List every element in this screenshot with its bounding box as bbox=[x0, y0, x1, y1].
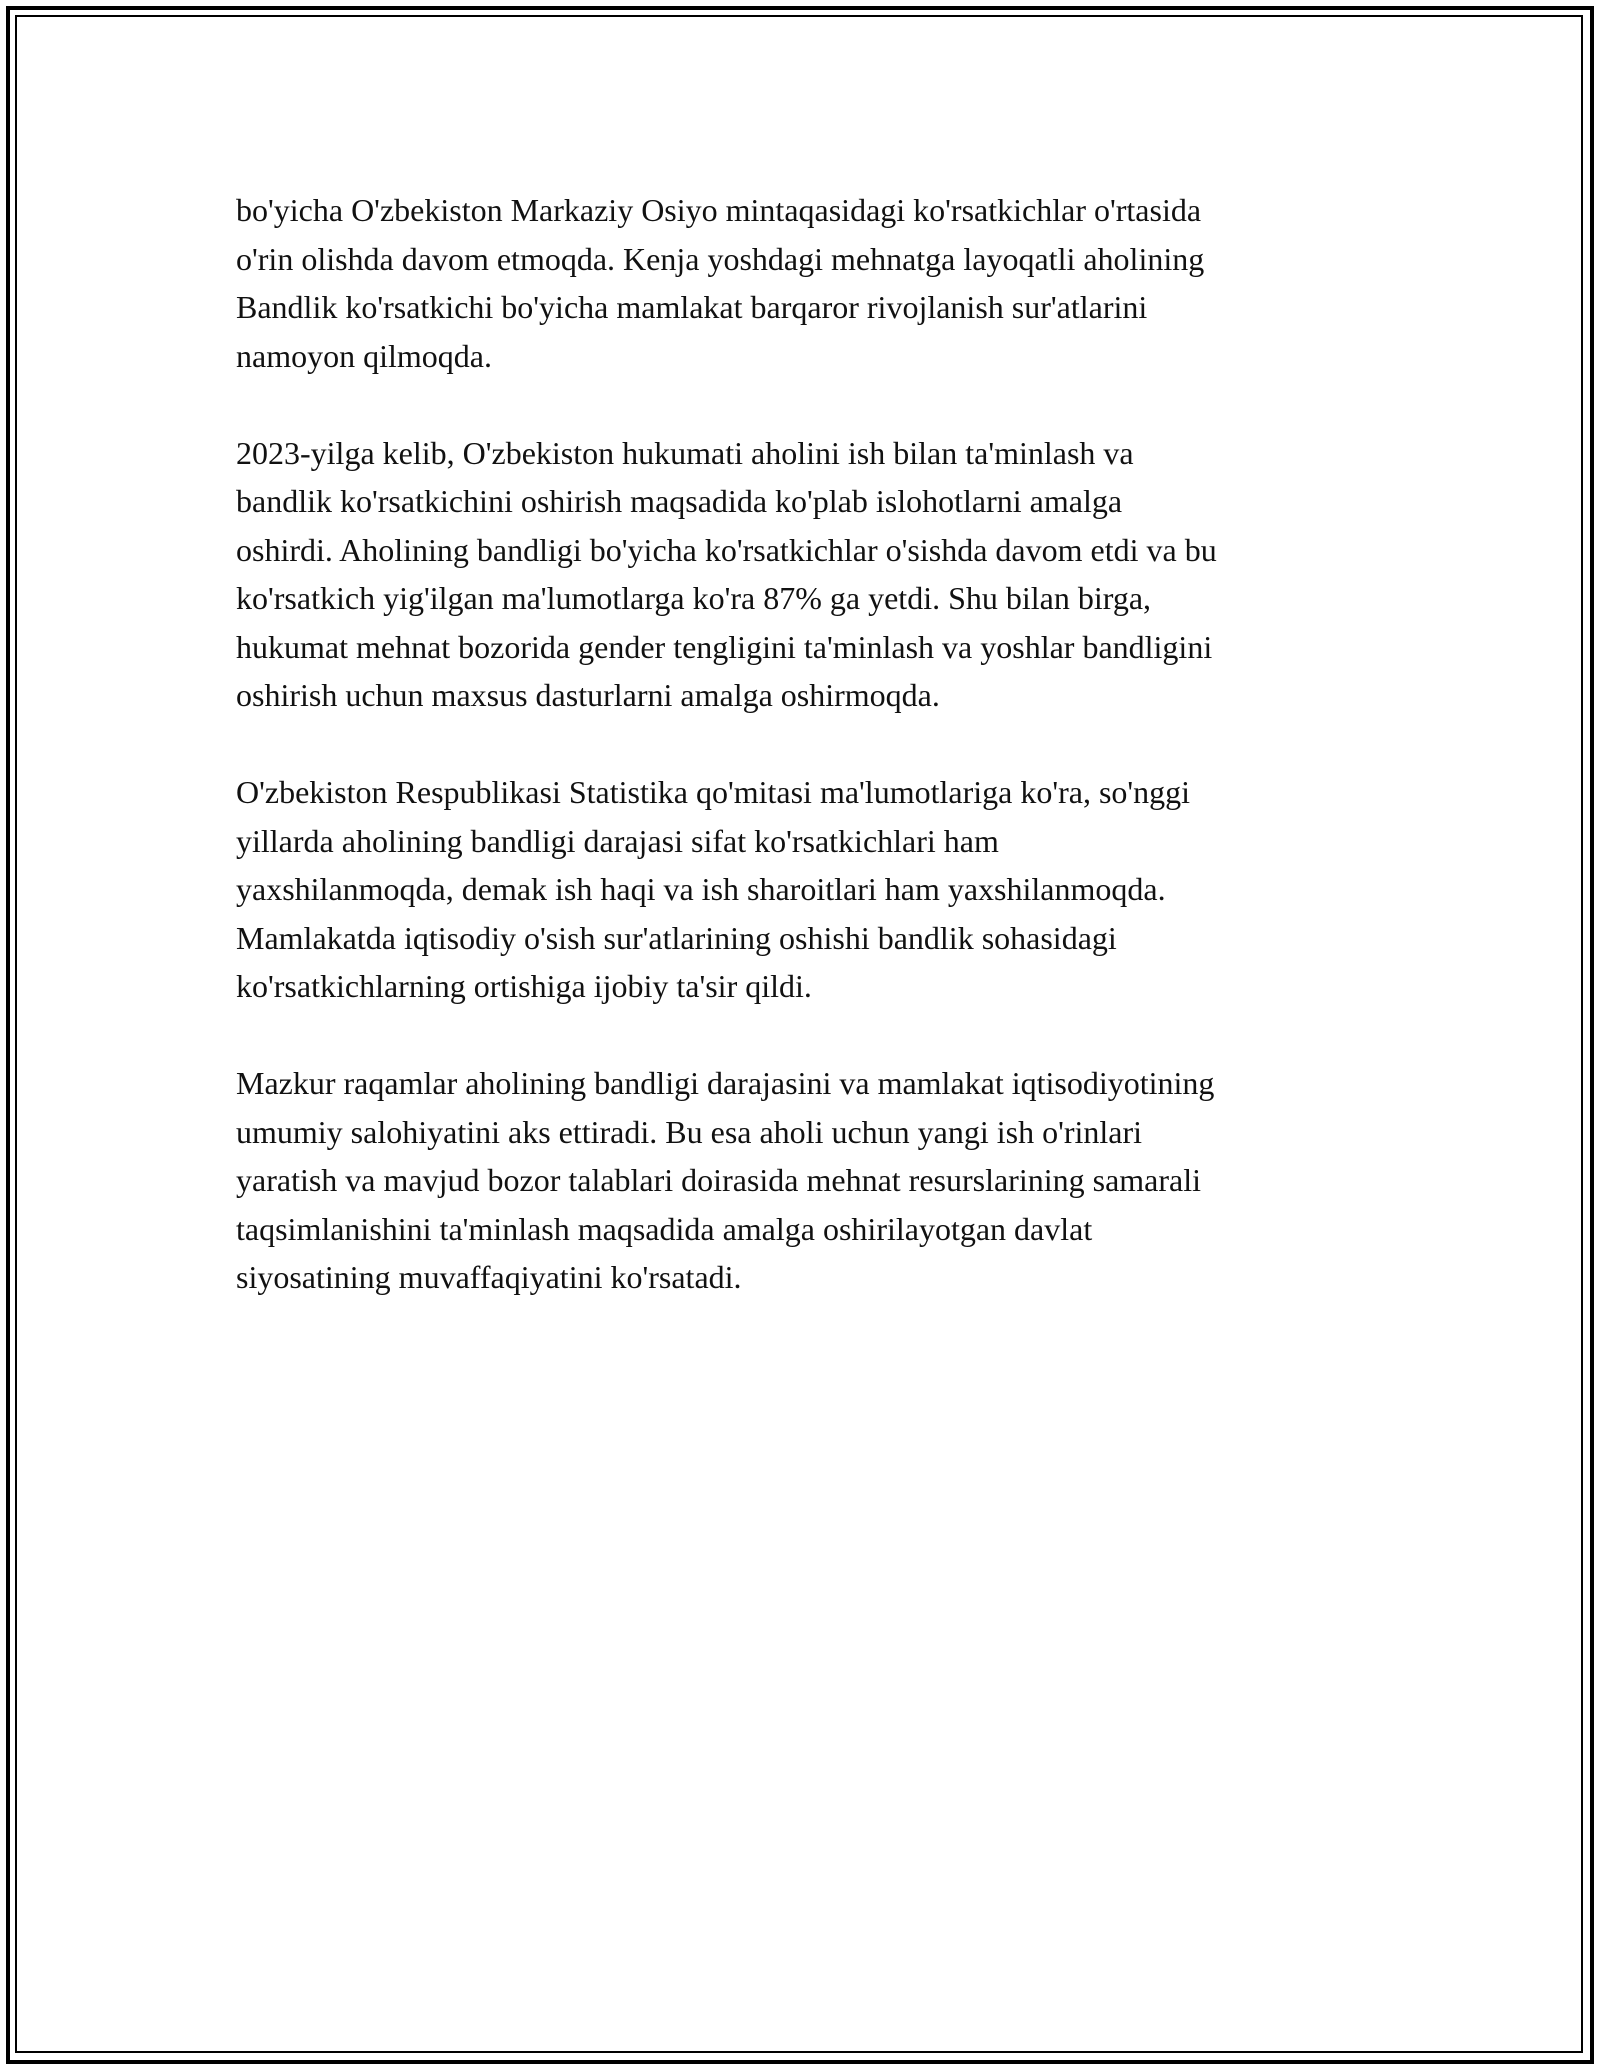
paragraph-4: Mazkur raqamlar aholining bandligi darajasini va mamlakat iqtisodiyotining umumiy salohiyatini aks ettiradi. Bu esa aholi uchun yangi ish o'rinlari yaratish va mavjud bozor talablari doirasida mehnat resurslarining samarali taqsimlanishini ta'minlash maqsadida amalga oshirilayotgan davlat siyosatining muvaffaqiyatini ko'rsatadi. bbox=[236, 1065, 1215, 1295]
paragraph-2: 2023-yilga kelib, O'zbekiston hukumati aholini ish bilan ta'minlash va bandlik ko'rsatkichini oshirish maqsadida ko'plab islohotlarni amalga oshirdi. Aholining bandligi bo'yicha ko'rsatkichlar o'sishda davom etdi va bu ko'rsatkich yig'ilgan ma'lumotlarga ko'ra 87% ga yetdi. Shu bilan birga, hukumat mehnat bozorida gender tengligini ta'minlash va yoshlar bandligini oshirish uchun maxsus dasturlarni amalga oshirmoqda. bbox=[236, 434, 1217, 713]
paragraph-3: O'zbekiston Respublikasi Statistika qo'mitasi ma'lumotlariga ko'ra, so'nggi yillarda aholining bandligi darajasi sifat ko'rsatkichlari ham yaxshilanmoqda, demak ish haqi va ish sharoitlari ham yaxshilanmoqda. Mamlakatda iqtisodiy o'sish sur'atlarining oshishi bandlik sohasidagi ko'rsatkichlarning ortishiga ijobiy ta'sir qildi. bbox=[236, 774, 1191, 1004]
document-body bbox=[236, 186, 1386, 1350]
paragraph-1: bo'yicha O'zbekiston Markaziy Osiyo mintaqasidagi ko'rsatkichlar o'rtasida o'rin olishda davom etmoqda. Kenja yoshdagi mehnatga layoqatli aholining Bandlik ko'rsatkichi bo'yicha mamlakat barqaror rivojlanish sur'atlarini namoyon qilmoqda. bbox=[236, 192, 1205, 374]
